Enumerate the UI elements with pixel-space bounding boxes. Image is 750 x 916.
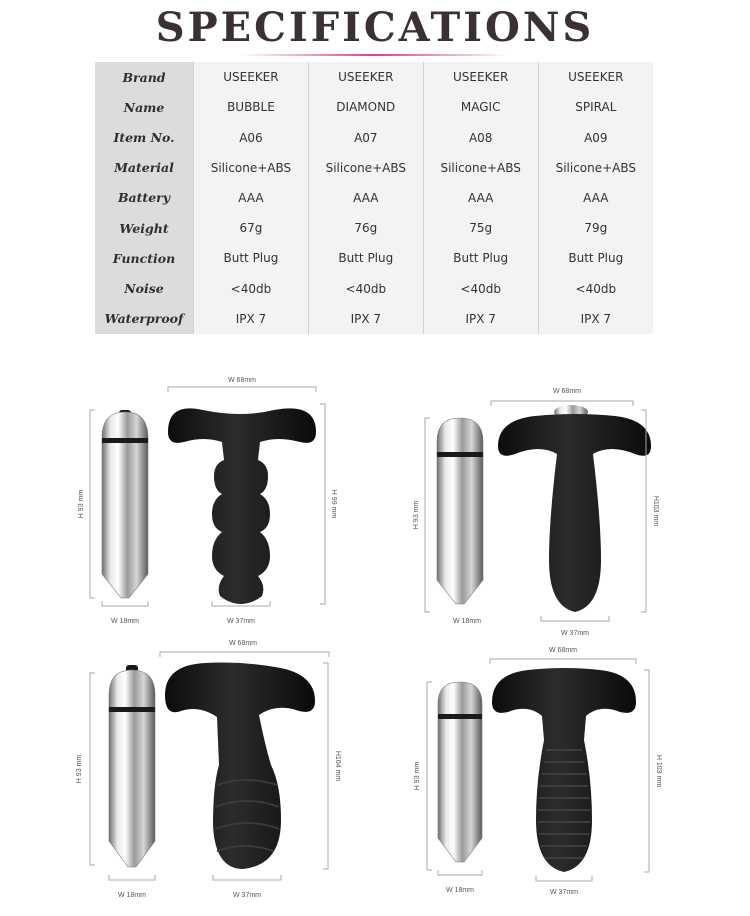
spec-cell: Butt Plug bbox=[423, 243, 538, 273]
spec-row-noise bbox=[95, 274, 653, 304]
plug-height-label: H104 mm bbox=[334, 750, 341, 782]
bullet-height-label: H 93 mm bbox=[76, 754, 83, 784]
plug-height-label: H103 mm bbox=[652, 495, 659, 527]
spec-cell: DIAMOND bbox=[308, 92, 423, 122]
spec-row-weight bbox=[95, 213, 653, 243]
bullet-width-label: W 18mm bbox=[446, 887, 474, 894]
spec-cell: IPX 7 bbox=[538, 304, 653, 334]
bullet-vibrator bbox=[438, 682, 482, 862]
spec-cell: A07 bbox=[308, 122, 423, 152]
plug-width-label: W 68mm bbox=[228, 377, 256, 384]
bullet-vibrator bbox=[102, 410, 148, 598]
spec-cell: IPX 7 bbox=[194, 304, 309, 334]
product-figure-spiral bbox=[400, 640, 680, 902]
spec-cell: MAGIC bbox=[423, 92, 538, 122]
spec-cell: AAA bbox=[194, 183, 309, 213]
product-figure-bubble bbox=[70, 372, 340, 632]
spec-cell: Butt Plug bbox=[308, 243, 423, 273]
plug-height-label: H 103 mm bbox=[655, 754, 662, 788]
plug-base-width-label: W 37mm bbox=[233, 892, 261, 899]
spec-label: Function bbox=[95, 243, 194, 273]
bullet-width-label: W 18mm bbox=[111, 618, 139, 625]
spec-cell: Butt Plug bbox=[194, 243, 309, 273]
plug-bubble bbox=[168, 408, 316, 604]
spec-label: Noise bbox=[95, 274, 194, 304]
spec-cell: <40db bbox=[308, 274, 423, 304]
product-figure-magic bbox=[65, 635, 345, 905]
title-underline bbox=[240, 54, 510, 56]
spec-label: Waterproof bbox=[95, 304, 194, 334]
spec-row-function bbox=[95, 243, 653, 273]
spec-cell: BUBBLE bbox=[194, 92, 309, 122]
spec-label: Weight bbox=[95, 213, 194, 243]
spec-cell: 75g bbox=[423, 213, 538, 243]
spec-row-item-no bbox=[95, 122, 653, 152]
spec-cell: A06 bbox=[194, 122, 309, 152]
spec-row-battery bbox=[95, 183, 653, 213]
spec-cell: Silicone+ABS bbox=[194, 153, 309, 183]
spec-label: Name bbox=[95, 92, 194, 122]
plug-base-width-label: W 37mm bbox=[561, 630, 589, 637]
plug-width-label: W 68mm bbox=[553, 388, 581, 395]
plug-height-label: H 99 mm bbox=[330, 489, 337, 519]
spec-cell: IPX 7 bbox=[423, 304, 538, 334]
bullet-width-label: W 18mm bbox=[453, 618, 481, 625]
spec-cell: Silicone+ABS bbox=[308, 153, 423, 183]
spec-cell: USEEKER bbox=[308, 62, 423, 92]
spec-cell: USEEKER bbox=[423, 62, 538, 92]
spec-cell: <40db bbox=[538, 274, 653, 304]
spec-label: Material bbox=[95, 153, 194, 183]
spec-cell: AAA bbox=[423, 183, 538, 213]
spec-row-waterproof bbox=[95, 304, 653, 334]
spec-cell: 76g bbox=[308, 213, 423, 243]
spec-row-name bbox=[95, 92, 653, 122]
page-title: SPECIFICATIONS bbox=[155, 4, 595, 51]
bullet-width-label: W 18mm bbox=[118, 892, 146, 899]
bullet-vibrator bbox=[109, 665, 155, 867]
spec-cell: <40db bbox=[194, 274, 309, 304]
spec-cell: 79g bbox=[538, 213, 653, 243]
spec-cell: <40db bbox=[423, 274, 538, 304]
spec-label: Battery bbox=[95, 183, 194, 213]
bullet-height-label: H 93 mm bbox=[414, 761, 421, 791]
plug-width-label: W 68mm bbox=[549, 647, 577, 654]
spec-cell: IPX 7 bbox=[308, 304, 423, 334]
plug-width-label: W 68mm bbox=[229, 640, 257, 647]
spec-cell: AAA bbox=[538, 183, 653, 213]
spec-cell: USEEKER bbox=[538, 62, 653, 92]
plug-base-width-label: W 37mm bbox=[227, 618, 255, 625]
spec-cell: Silicone+ABS bbox=[423, 153, 538, 183]
spec-cell: USEEKER bbox=[194, 62, 309, 92]
spec-cell: A09 bbox=[538, 122, 653, 152]
spec-cell: AAA bbox=[308, 183, 423, 213]
spec-table bbox=[95, 62, 653, 334]
spec-cell: 67g bbox=[194, 213, 309, 243]
spec-row-material bbox=[95, 153, 653, 183]
bullet-height-label: H 93 mm bbox=[413, 500, 420, 530]
plug-magic bbox=[165, 663, 315, 870]
plug-diamond bbox=[498, 405, 651, 612]
spec-label: Brand bbox=[95, 62, 194, 92]
spec-label: Item No. bbox=[95, 122, 194, 152]
spec-cell: Butt Plug bbox=[538, 243, 653, 273]
spec-cell: A08 bbox=[423, 122, 538, 152]
product-figure-diamond bbox=[405, 380, 675, 630]
bullet-vibrator bbox=[437, 418, 483, 604]
spec-cell: SPIRAL bbox=[538, 92, 653, 122]
spec-row-brand bbox=[95, 62, 653, 92]
spec-cell: Silicone+ABS bbox=[538, 153, 653, 183]
bullet-height-label: H 93 mm bbox=[78, 489, 85, 519]
plug-spiral bbox=[492, 668, 636, 872]
plug-base-width-label: W 37mm bbox=[550, 889, 578, 896]
